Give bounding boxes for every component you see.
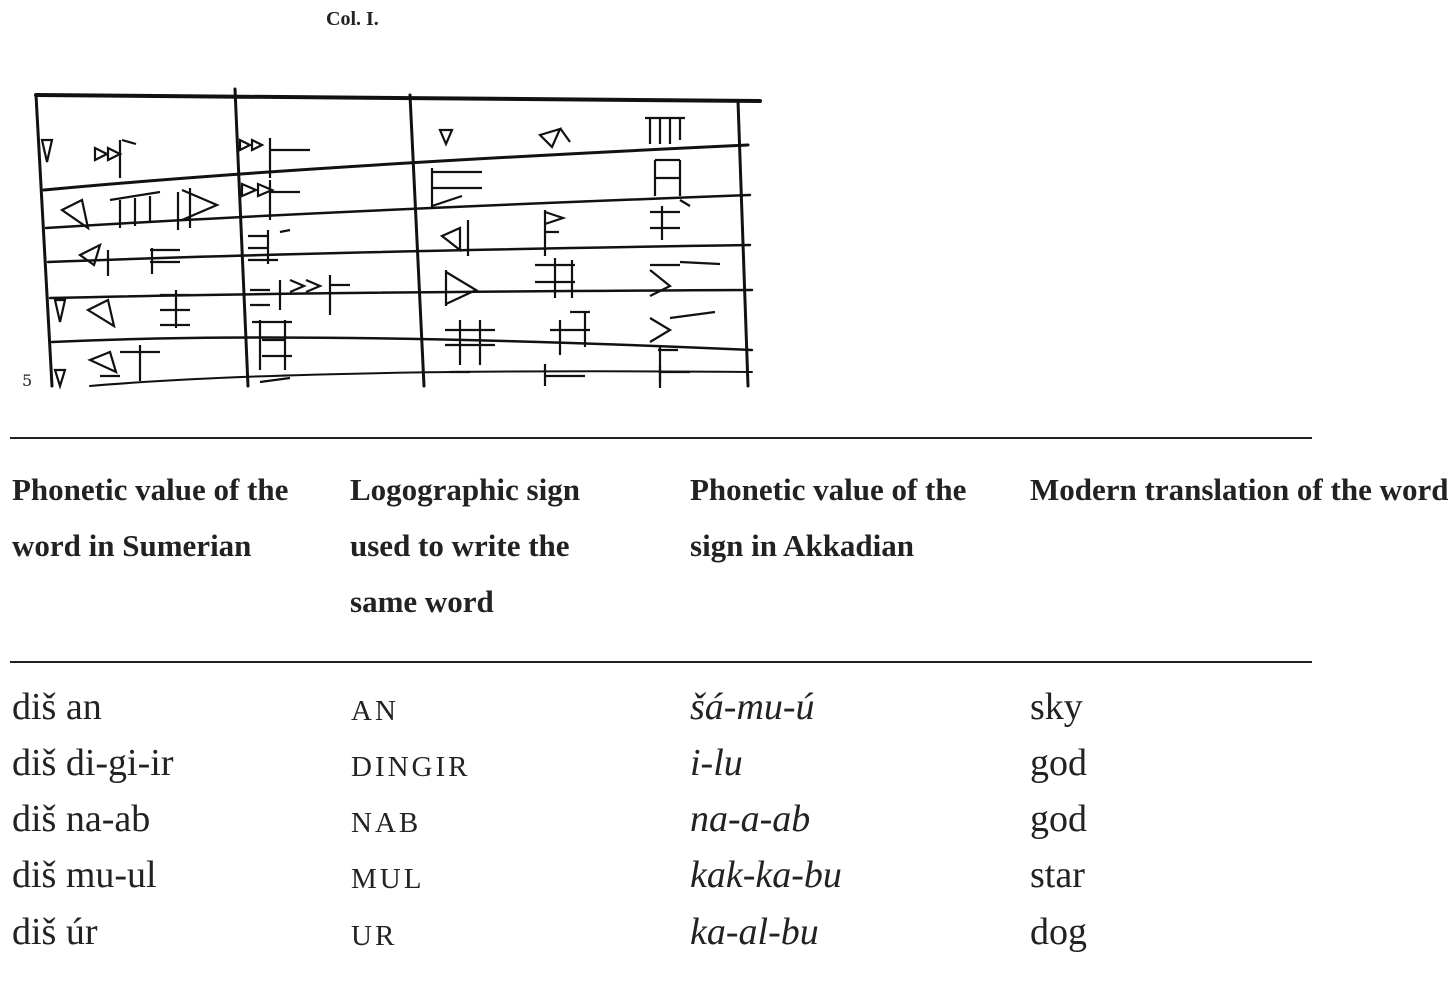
- logogram-cell: DINGIR: [351, 751, 471, 783]
- akkadian-cell: ka-al-bu: [690, 911, 819, 953]
- akkadian-cell: i-lu: [690, 742, 743, 784]
- akkadian-cell: kak-ka-bu: [690, 854, 842, 896]
- translation-cell: star: [1030, 854, 1085, 896]
- sumerian-cell: diš an: [12, 686, 102, 728]
- header-logogram: Logographic sign used to write the same word: [350, 472, 580, 619]
- akkadian-cell: na-a-ab: [690, 798, 811, 840]
- translation-cell: god: [1030, 742, 1087, 784]
- table-row: [0, 847, 1312, 903]
- logogram-cell: MUL: [351, 863, 425, 895]
- column-label: Col. I.: [326, 8, 379, 30]
- sumerian-cell: diš na-ab: [12, 798, 151, 840]
- translation-cell: god: [1030, 798, 1087, 840]
- table-header-rule: [10, 661, 1312, 663]
- table-row: [0, 735, 1312, 791]
- akkadian-cell: šá-mu-ú: [690, 686, 815, 728]
- sumerian-cell: diš mu-ul: [12, 854, 157, 896]
- sumerian-cell: diš úr: [12, 911, 98, 953]
- line-number: 5: [22, 371, 33, 390]
- sumerian-cell: diš di-gi-ir: [12, 742, 174, 784]
- header-akkadian: Phonetic value of the sign in Akkadian: [690, 472, 967, 563]
- logogram-cell: NAB: [351, 807, 422, 839]
- table-row: [0, 904, 1312, 960]
- header-sumerian: Phonetic value of the word in Sumerian: [12, 472, 289, 563]
- table-row: [0, 791, 1312, 847]
- table-row: [0, 679, 1312, 735]
- translation-cell: dog: [1030, 911, 1087, 953]
- header-translation: Modern translation of the word: [1030, 472, 1448, 507]
- table-top-rule: [10, 437, 1312, 439]
- translation-cell: sky: [1030, 686, 1083, 728]
- cuneiform-tablet-drawing: [0, 0, 780, 395]
- logogram-cell: AN: [351, 695, 399, 727]
- logogram-cell: UR: [351, 920, 398, 952]
